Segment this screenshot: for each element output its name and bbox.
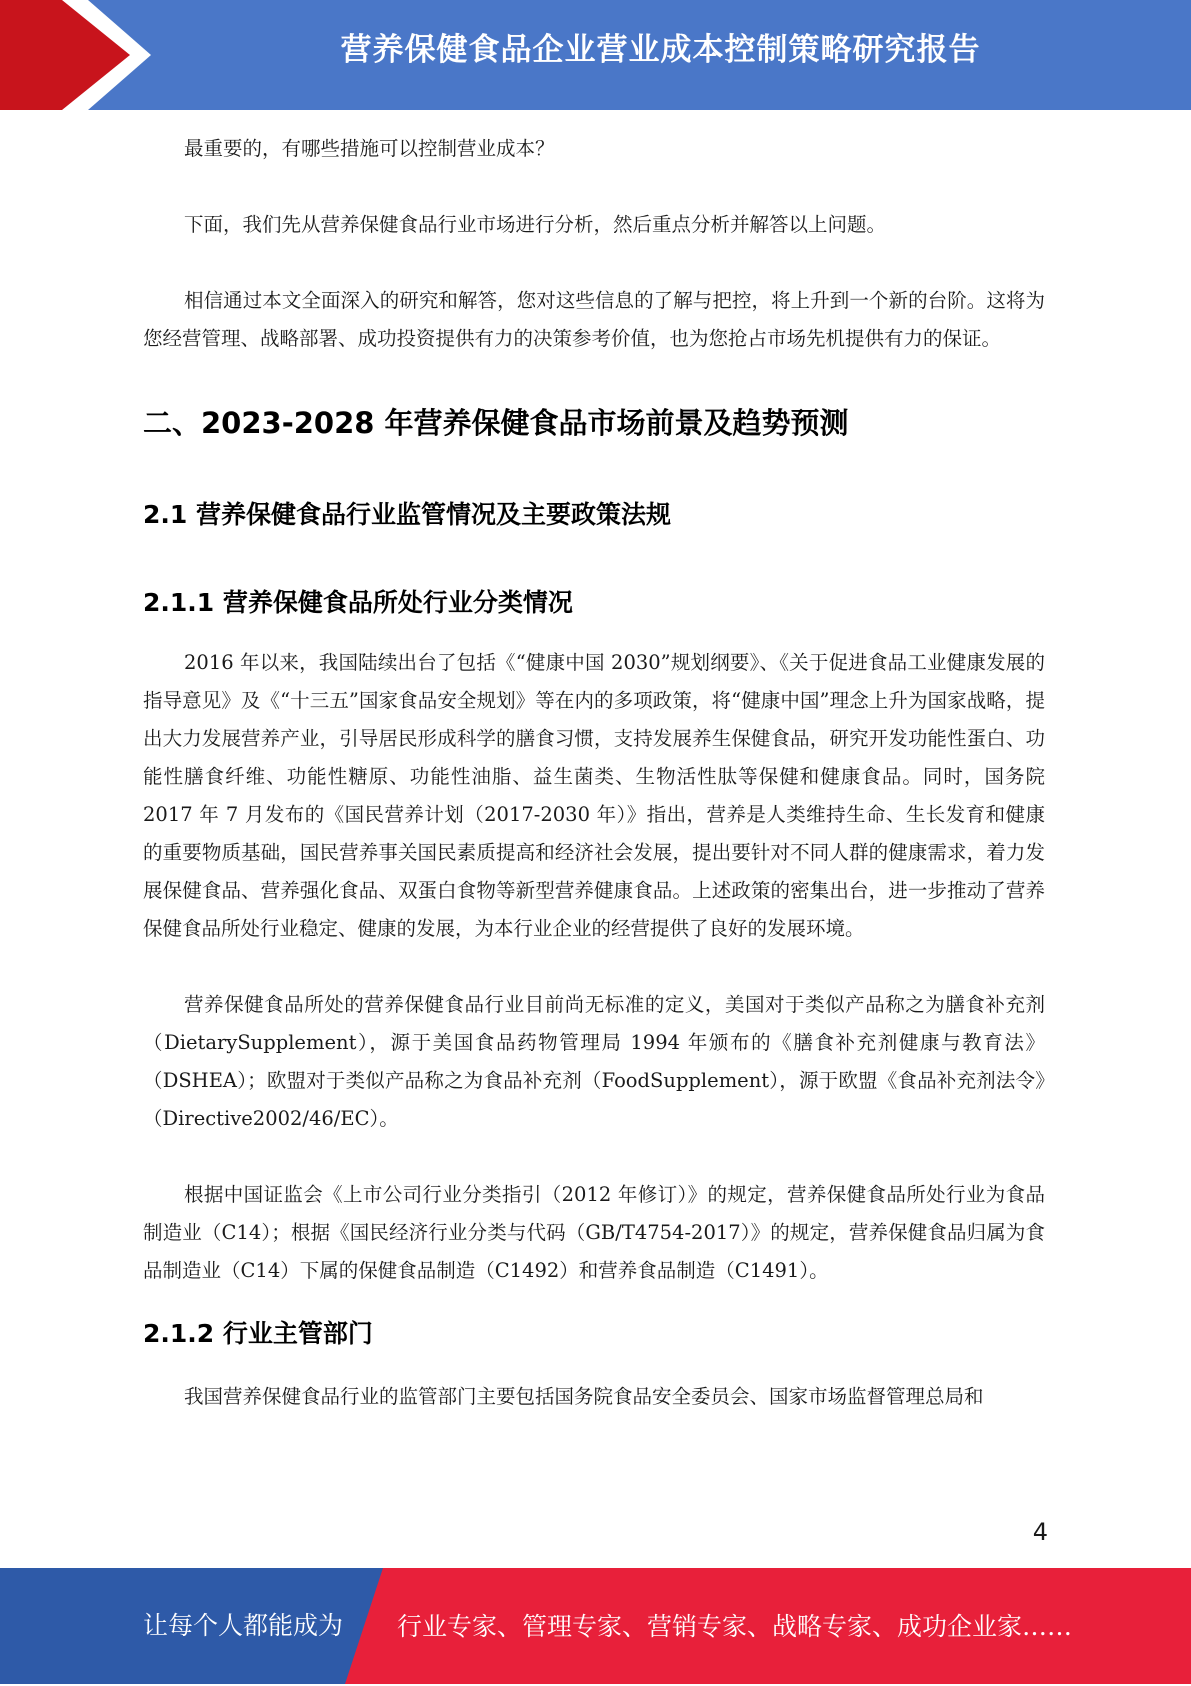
- subsection-heading: 2.1.1 营养保健食品所处行业分类情况: [143, 588, 573, 617]
- red-arrow-decoration: [0, 0, 160, 110]
- paragraph: 我国营养保健食品行业的监管部门主要包括国务院食品安全委员会、国家市场监督管理总局和: [184, 1385, 984, 1408]
- page-footer: [0, 1568, 1191, 1684]
- document-body: [143, 130, 1045, 1416]
- paragraph: 2016 年以来，我国陆续出台了包括《“健康中国 2030”规划纲要》、《关于促进食品工业健康发展的指导意见》及《“十三五”国家食品安全规划》等在内的多项政策，将“健康中国”理念上升为国家战略，提出大力发展营养产业，引导居民形成科学的膳食习惯，支持发展养生保健食品，研究开发功能性蛋白、功能性膳食纤维、功能性糖原、功能性油脂、益生菌类、生物活性肽等保健和健康食品。同时，国务院 2017 年 7 月发布的《国民营养计划（2017-2030 年）》指出，营养是人类维持生命、生长发育和健康的重要物质基础，国民营养事关国民素质提高和经济社会发展，提出要针对不同人群的健康需求，着力发展保健食品、营养强化食品、双蛋白食物等新型营养健康食品。上述政策的密集出台，进一步推动了营养保健食品所处行业稳定、健康的发展，为本行业企业的经营提供了良好的发展环境。: [143, 651, 1045, 940]
- chapter-heading: 二、2023-2028 年营养保健食品市场前景及趋势预测: [143, 406, 849, 440]
- page-number: 4: [1032, 1518, 1048, 1546]
- paragraph: 最重要的，有哪些措施可以控制营业成本？: [184, 137, 555, 160]
- subsection-heading: 2.1.2 行业主管部门: [143, 1319, 373, 1348]
- paragraph: 营养保健食品所处的营养保健食品行业目前尚无标准的定义，美国对于类似产品称之为膳食补充剂（DietarySupplement），源于美国食品药物管理局 1994 年颁布的《膳食补充剂健康与教育法》（DSHEA）；欧盟对于类似产品称之为食品补充剂（FoodSupplement），源于欧盟《食品补充剂法令》（Directive2002/46/EC）。: [143, 993, 1045, 1130]
- paragraph: 下面，我们先从营养保健食品行业市场进行分析，然后重点分析并解答以上问题。: [184, 213, 887, 236]
- page-header: [0, 0, 1191, 110]
- footer-slogan-right: 行业专家、管理专家、营销专家、战略专家、成功企业家……: [397, 1612, 1073, 1641]
- footer-slogan-left: 让每个人都能成为: [143, 1611, 344, 1640]
- paragraph: 根据中国证监会《上市公司行业分类指引（2012 年修订）》的规定，营养保健食品所处行业为食品制造业（C14）；根据《国民经济行业分类与代码（GB/T4754-2017）》的规定，营养保健食品归属为食品制造业（C14）下属的保健食品制造（C1492）和营养食品制造（C1491）。: [143, 1183, 1045, 1282]
- report-title: 营养保健食品企业营业成本控制策略研究报告: [340, 32, 981, 68]
- paragraph: 相信通过本文全面深入的研究和解答，您对这些信息的了解与把控，将上升到一个新的台阶。这将为您经营管理、战略部署、成功投资提供有力的决策参考价值，也为您抢占市场先机提供有力的保证。: [143, 289, 1045, 350]
- section-heading: 2.1 营养保健食品行业监管情况及主要政策法规: [143, 500, 671, 529]
